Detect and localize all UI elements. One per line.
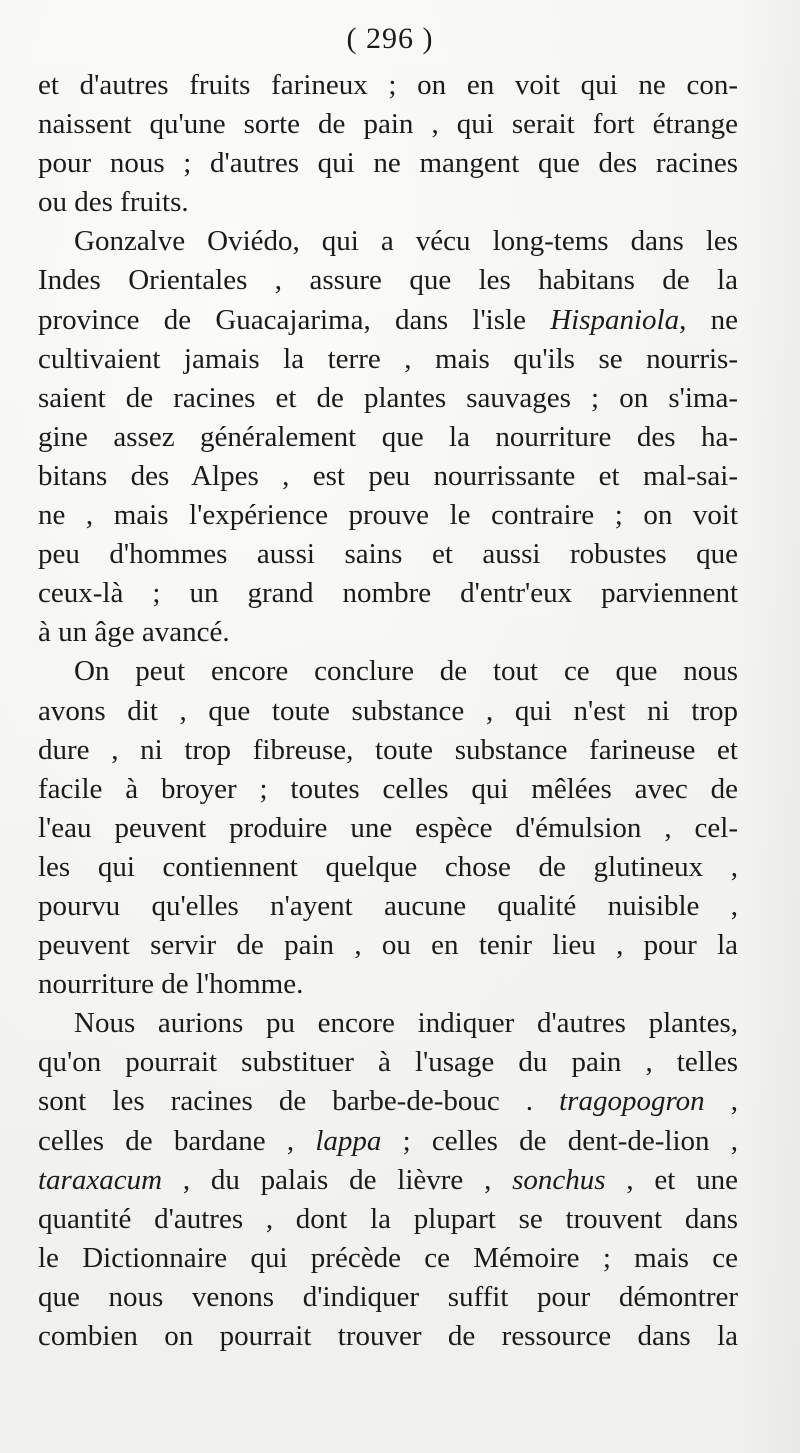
text-line: Gonzalve Oviédo, qui a vécu long-tems dans les — [74, 225, 738, 258]
text-line: ceux-là ; un grand nombre d'entr'eux parviennent — [38, 577, 738, 610]
text-run: sont les racines de barbe-de-bouc . — [38, 1085, 560, 1118]
text-line: saient de racines et de plantes sauvages ; on s'ima- — [38, 381, 738, 414]
text-line: qu'on pourrait substituer à l'usage du pain , telles — [38, 1046, 738, 1079]
text-line: Nous aurions pu encore indiquer d'autres plantes, — [74, 1007, 738, 1040]
text-run: , et une — [605, 1163, 738, 1196]
text-line: facile à broyer ; toutes celles qui mêlées avec de — [38, 772, 738, 805]
text-line: à un âge avancé. — [38, 616, 230, 649]
text-run: , ne — [679, 303, 739, 336]
text-run: province de Guacajarima, dans l'isle — [38, 303, 551, 336]
text-run: celles de bardane , — [38, 1124, 316, 1157]
page-number: ( 296 ) — [346, 22, 434, 55]
text-line: cultivaient jamais la terre , mais qu'ils se nourris- — [38, 342, 738, 375]
text-line — [38, 1122, 738, 1161]
text-line: dure , ni trop fibreuse, toute substance farineuse et — [38, 733, 738, 766]
text-run: , — [704, 1085, 738, 1118]
text-line: ou des fruits. — [38, 186, 189, 219]
text-line: avons dit , que toute substance , qui n'est ni trop — [38, 694, 738, 727]
italic-term: taraxacum — [38, 1163, 163, 1196]
italic-term: sonchus — [512, 1163, 606, 1196]
text-line — [38, 301, 738, 340]
text-run: , du palais de lièvre , — [162, 1163, 513, 1196]
text-line: combien on pourrait trouver de ressource dans la — [38, 1320, 738, 1352]
text-line: les qui contiennent quelque chose de glutineux , — [38, 850, 738, 883]
text-run: ; celles de dent-de-lion , — [381, 1124, 738, 1157]
text-line: l'eau peuvent produire une espèce d'émulsion , cel- — [38, 811, 738, 844]
text-line: quantité d'autres , dont la plupart se trouvent dans — [38, 1202, 738, 1235]
text-line: peuvent servir de pain , ou en tenir lieu , pour la — [38, 929, 738, 962]
text-line: peu d'hommes aussi sains et aussi robustes que — [38, 538, 738, 571]
text-line: et d'autres fruits farineux ; on en voit qui ne con- — [38, 69, 738, 101]
text-line — [38, 1082, 738, 1121]
text-line: ne , mais l'expérience prouve le contraire ; on voit — [38, 499, 738, 532]
text-line — [38, 1161, 738, 1200]
text-line: Indes Orientales , assure que les habitans de la — [38, 264, 738, 297]
text-line: pour nous ; d'autres qui ne mangent que des racines — [38, 147, 738, 180]
text-line: naissent qu'une sorte de pain , qui serait fort étrange — [38, 108, 738, 141]
text-line: le Dictionnaire qui précède ce Mémoire ; mais ce — [38, 1241, 738, 1274]
text-line: nourriture de l'homme. — [38, 968, 304, 1001]
text-line: gine assez généralement que la nourriture des ha- — [38, 420, 738, 453]
text-line: bitans des Alpes , est peu nourrissante et mal-sai- — [38, 459, 738, 492]
italic-term: tragopogron — [559, 1085, 705, 1118]
text-line: que nous venons d'indiquer suffit pour démontrer — [38, 1280, 738, 1313]
text-line: On peut encore conclure de tout ce que nous — [74, 655, 738, 688]
body-text — [38, 66, 738, 1356]
text-line: pourvu qu'elles n'ayent aucune qualité nuisible , — [38, 889, 738, 922]
page-edge-shadow — [740, 0, 800, 1453]
italic-term: lappa — [315, 1124, 382, 1157]
italic-term: Hispaniola — [550, 303, 680, 336]
